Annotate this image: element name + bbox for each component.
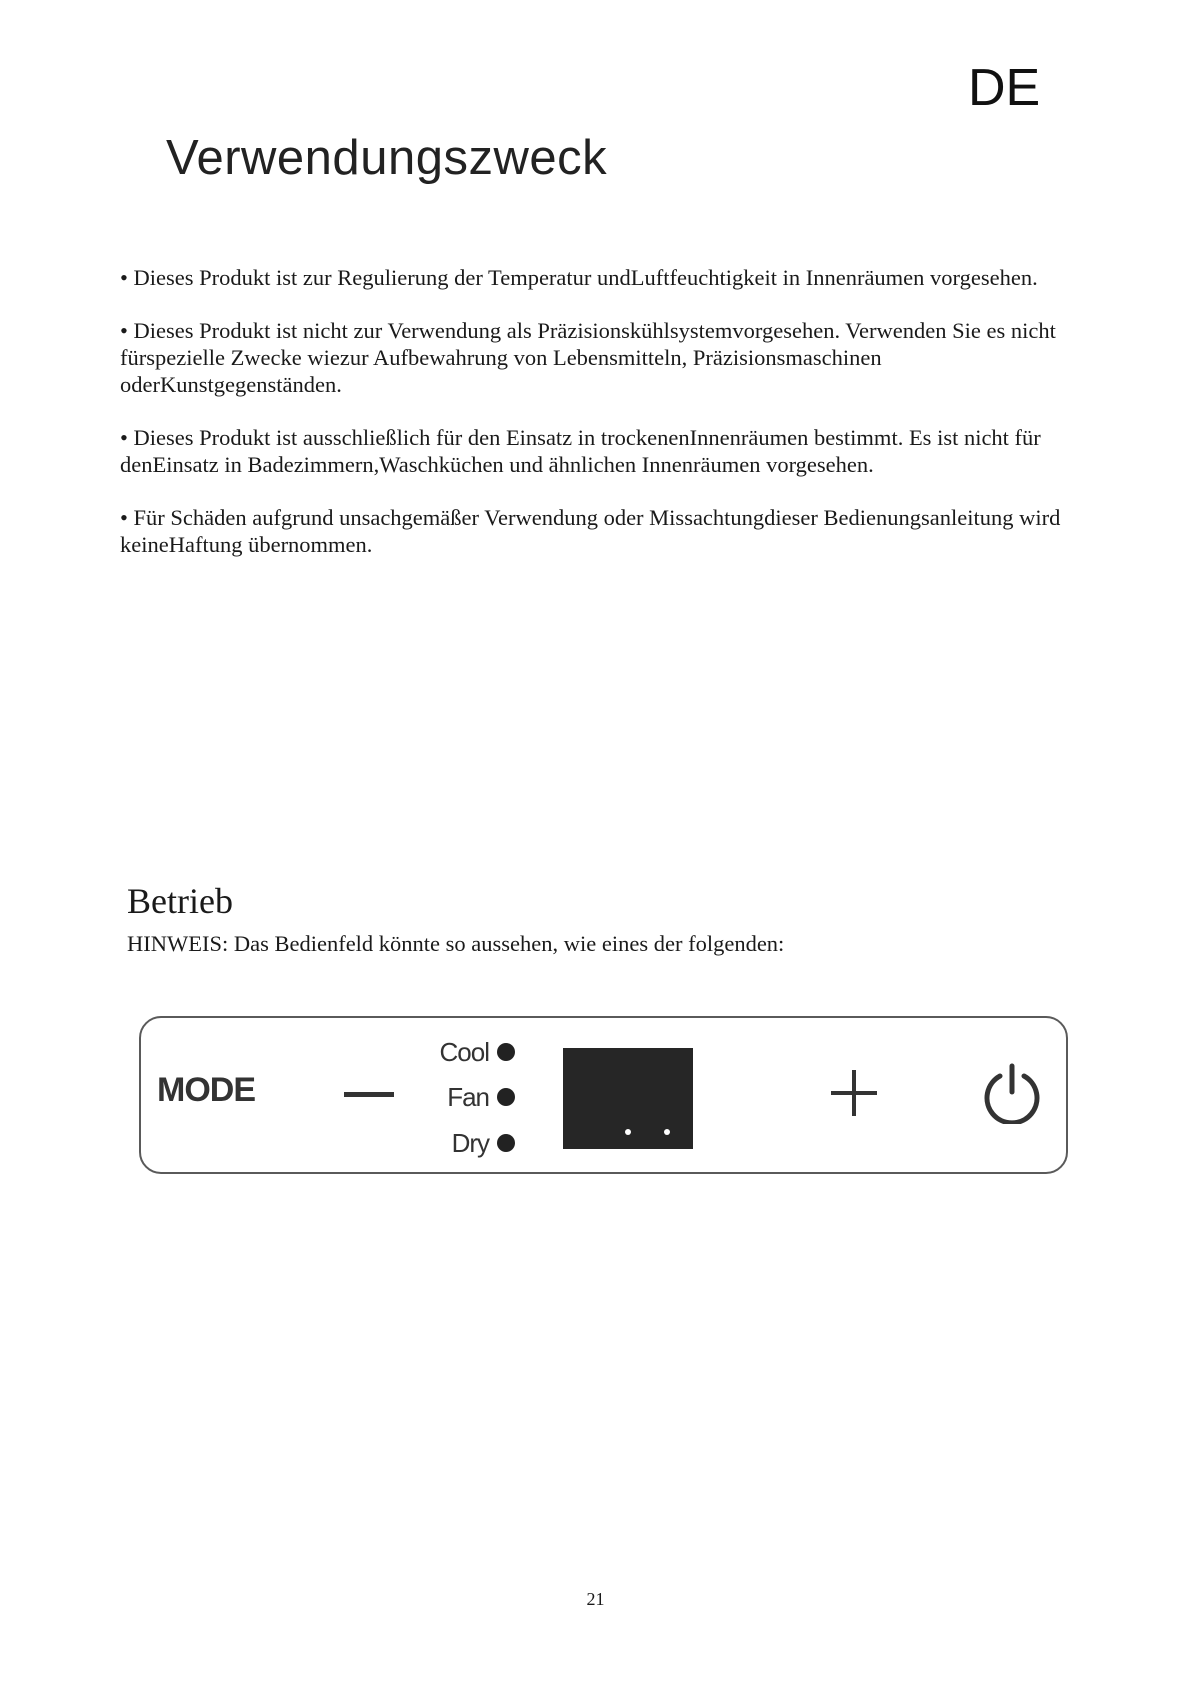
list-item: • Dieses Produkt ist nicht zur Verwendung als Präzisionskühlsystemvorgesehen. Verwenden Sie es nicht fürspezielle Zwecke wiezur Aufbewahrung von Lebensmitteln, Präzisionsmaschinen oderKunstgegenständen.	[120, 318, 1056, 397]
section-title-intended-use: Verwendungszweck	[166, 131, 608, 185]
list-item: • Für Schäden aufgrund unsachgemäßer Verwendung oder Missachtungdieser Bedienungsanleitung wird keineHaftung übernommen.	[120, 505, 1061, 557]
power-icon	[982, 1062, 1042, 1124]
mode-label-cool: Cool	[439, 1037, 489, 1067]
mode-indicator-cool	[411, 1035, 519, 1069]
mode-indicator-list	[411, 1018, 521, 1174]
list-item: • Dieses Produkt ist zur Regulierung der Temperatur undLuftfeuchtigkeit in Innenräumen vorgesehen.	[120, 265, 1038, 290]
mode-button: MODE	[157, 1071, 255, 1109]
mode-indicator-dry	[411, 1126, 519, 1160]
intended-use-list	[120, 264, 1080, 584]
mode-label-fan: Fan	[447, 1082, 489, 1112]
panel-note: HINWEIS: Das Bedienfeld könnte so aussehen, wie eines der folgenden:	[127, 931, 785, 956]
language-code: DE	[968, 59, 1041, 117]
led-display	[563, 1048, 693, 1149]
section-title-operation: Betrieb	[127, 881, 233, 921]
control-panel-illustration	[139, 1016, 1068, 1174]
mode-indicator-fan	[411, 1080, 519, 1114]
plus-icon	[829, 1068, 879, 1118]
list-item: • Dieses Produkt ist ausschließlich für den Einsatz in trockenenInnenräumen bestimmt. Es ist nicht für denEinsatz in Badezimmern,Waschküchen und ähnlichen Innenräumen vorgesehen.	[120, 425, 1041, 477]
indicator-dot-icon	[497, 1043, 515, 1061]
mode-label-dry: Dry	[451, 1128, 489, 1158]
display-dot-icon	[625, 1129, 631, 1135]
minus-icon	[344, 1092, 394, 1097]
page-number: 21	[586, 1589, 605, 1609]
display-dot-icon	[664, 1129, 670, 1135]
indicator-dot-icon	[497, 1088, 515, 1106]
indicator-dot-icon	[497, 1134, 515, 1152]
